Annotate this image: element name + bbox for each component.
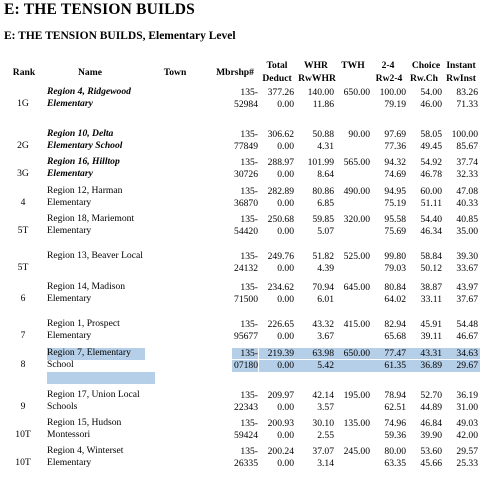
score-deduct: 0.00 — [277, 402, 294, 413]
header-town: Town — [163, 67, 187, 78]
score-total: 226.65 — [267, 319, 294, 330]
score-rw24: 75.19 — [384, 198, 406, 209]
score-rw24: 77.36 — [384, 141, 406, 152]
score-rwch: 50.12 — [420, 263, 442, 274]
header-rwwhr: RwWHR — [298, 73, 336, 84]
score-rwch: 44.89 — [420, 402, 442, 413]
score-total: 234.62 — [267, 282, 294, 293]
score-deduct: 0.00 — [277, 141, 294, 152]
score-r24: 95.58 — [384, 214, 406, 225]
score-choice: 54.92 — [420, 157, 442, 168]
school-name: Region 15, Hudson Montessori — [47, 417, 122, 440]
membership-number: 77849 — [234, 141, 258, 152]
score-rw24: 59.36 — [384, 430, 406, 441]
score-rwwhr: 2.55 — [317, 430, 334, 441]
header-whr: WHR — [304, 60, 328, 71]
school-name: Region 10, Delta Elementary School — [47, 128, 123, 151]
score-instant: 100.00 — [451, 129, 478, 140]
score-instant: 40.85 — [456, 214, 478, 225]
score-whr: 42.14 — [312, 390, 334, 401]
membership-number: 07180 — [234, 360, 258, 371]
score-r24: 97.69 — [384, 129, 406, 140]
score-rw24: 63.35 — [384, 458, 406, 469]
membership-prefix: 135- — [240, 157, 258, 168]
score-rwwhr: 8.64 — [317, 169, 334, 180]
score-whr: 50.88 — [312, 129, 334, 140]
score-whr: 80.86 — [312, 186, 334, 197]
score-rw24: 65.68 — [384, 331, 406, 342]
score-deduct: 0.00 — [277, 458, 294, 469]
rank-cell: 10T — [15, 457, 31, 468]
score-rwwhr: 3.67 — [317, 331, 334, 342]
membership-number: 26335 — [234, 458, 258, 469]
membership-number: 24132 — [234, 263, 258, 274]
membership-prefix: 135- — [240, 87, 258, 98]
score-whr: 101.99 — [307, 157, 334, 168]
membership-number: 95677 — [234, 331, 258, 342]
table-caption: E: THE TENSION BUILDS, Elementary Level — [4, 30, 236, 42]
score-deduct: 0.00 — [277, 360, 294, 371]
score-choice: 38.87 — [420, 282, 442, 293]
score-choice: 53.60 — [420, 446, 442, 457]
membership-number: 52984 — [234, 99, 258, 110]
score-rwwhr: 3.57 — [317, 402, 334, 413]
score-twh: 320.00 — [343, 214, 370, 225]
header-total: Total — [266, 60, 288, 71]
score-twh: 645.00 — [343, 282, 370, 293]
selection-highlight — [47, 372, 155, 384]
membership-number: 59424 — [234, 430, 258, 441]
score-r24: 99.80 — [384, 251, 406, 262]
membership-number: 71500 — [234, 294, 258, 305]
school-name: Region 1, Prospect Elementary — [47, 318, 120, 341]
score-r24: 80.84 — [384, 282, 406, 293]
score-total: 249.76 — [267, 251, 294, 262]
score-rw24: 75.69 — [384, 226, 406, 237]
score-twh: 490.00 — [343, 186, 370, 197]
score-rwinst: 33.67 — [456, 263, 478, 274]
score-rwwhr: 3.14 — [317, 458, 334, 469]
rank-cell: 6 — [20, 293, 26, 304]
score-rwinst: 32.33 — [456, 169, 478, 180]
score-rwwhr: 6.85 — [317, 198, 334, 209]
score-rwch: 39.11 — [420, 331, 442, 342]
header-rw2-4: Rw2-4 — [375, 73, 403, 84]
score-rwinst: 29.67 — [456, 360, 478, 371]
score-rwinst: 35.00 — [456, 226, 478, 237]
score-whr: 59.85 — [312, 214, 334, 225]
score-total: 306.62 — [267, 129, 294, 140]
school-name: Region 7, Elementary School — [47, 347, 131, 370]
score-instant: 37.74 — [456, 157, 478, 168]
score-rw24: 79.03 — [384, 263, 406, 274]
header-rwinst: RwInst — [446, 73, 476, 84]
school-name: Region 4, Winterset Elementary — [47, 445, 124, 468]
score-deduct: 0.00 — [277, 263, 294, 274]
header-mbrshp: Mbrshp# — [216, 67, 254, 78]
rank-cell: 7 — [20, 330, 26, 341]
header-deduct: Deduct — [262, 73, 292, 84]
score-choice: 54.00 — [420, 87, 442, 98]
score-rwch: 36.89 — [420, 360, 442, 371]
score-instant: 29.57 — [456, 446, 478, 457]
school-name: Region 4, Ridgewood Elementary — [47, 86, 131, 109]
score-twh: 650.00 — [343, 87, 370, 98]
header-rank: Rank — [12, 67, 36, 78]
rank-cell: 9 — [20, 401, 26, 412]
score-choice: 58.84 — [420, 251, 442, 262]
score-r24: 100.00 — [379, 87, 406, 98]
score-rwinst: 25.33 — [456, 458, 478, 469]
score-rwinst: 37.67 — [456, 294, 478, 305]
rank-cell: 4 — [20, 197, 26, 208]
score-choice: 46.84 — [420, 418, 442, 429]
score-total: 200.93 — [267, 418, 294, 429]
score-twh: 565.00 — [343, 157, 370, 168]
membership-prefix: 135- — [240, 390, 258, 401]
school-name: Region 16, Hilltop Elementary — [47, 156, 120, 179]
score-rwwhr: 5.07 — [317, 226, 334, 237]
score-twh: 650.00 — [343, 348, 370, 359]
score-instant: 43.97 — [456, 282, 478, 293]
membership-prefix: 135- — [240, 186, 258, 197]
score-instant: 34.63 — [456, 348, 478, 359]
score-choice: 45.91 — [420, 319, 442, 330]
score-twh: 525.00 — [343, 251, 370, 262]
rank-cell: 5T — [17, 262, 29, 273]
score-r24: 82.94 — [384, 319, 406, 330]
rank-cell: 5T — [17, 225, 29, 236]
score-rwwhr: 5.42 — [317, 360, 334, 371]
score-twh: 135.00 — [343, 418, 370, 429]
score-choice: 60.00 — [420, 186, 442, 197]
score-r24: 94.32 — [384, 157, 406, 168]
score-total: 288.97 — [267, 157, 294, 168]
rank-cell: 3G — [17, 168, 29, 179]
score-deduct: 0.00 — [277, 169, 294, 180]
school-name: Region 12, Harman Elementary — [47, 185, 123, 208]
membership-prefix: 135- — [240, 251, 258, 262]
score-total: 377.26 — [267, 87, 294, 98]
score-deduct: 0.00 — [277, 331, 294, 342]
score-rw24: 64.02 — [384, 294, 406, 305]
score-rwinst: 40.33 — [456, 198, 478, 209]
score-rwinst: 42.00 — [456, 430, 478, 441]
school-name: Region 13, Beaver Local — [47, 250, 143, 261]
score-rwwhr: 11.86 — [312, 99, 334, 110]
score-instant: 83.26 — [456, 87, 478, 98]
membership-prefix: 135- — [240, 319, 258, 330]
school-name: Region 18, Mariemont Elementary — [47, 213, 135, 236]
score-deduct: 0.00 — [277, 226, 294, 237]
header-choice: Choice — [411, 60, 441, 71]
score-whr: 51.82 — [312, 251, 334, 262]
score-r24: 78.94 — [384, 390, 406, 401]
membership-prefix: 135- — [240, 348, 258, 359]
score-whr: 63.98 — [312, 348, 334, 359]
score-twh: 195.00 — [343, 390, 370, 401]
score-choice: 52.70 — [420, 390, 442, 401]
score-whr: 43.32 — [312, 319, 334, 330]
score-rwch: 46.00 — [420, 99, 442, 110]
score-rw24: 79.19 — [384, 99, 406, 110]
membership-prefix: 135- — [240, 418, 258, 429]
score-instant: 47.08 — [456, 186, 478, 197]
score-instant: 54.48 — [456, 319, 478, 330]
header-rwch: Rw.Ch — [410, 73, 438, 84]
header-instant: Instant — [446, 60, 476, 71]
header-name: Name — [78, 67, 102, 78]
score-choice: 58.05 — [420, 129, 442, 140]
score-r24: 80.00 — [384, 446, 406, 457]
score-rwch: 33.11 — [420, 294, 442, 305]
score-rwch: 46.78 — [420, 169, 442, 180]
score-r24: 77.47 — [384, 348, 406, 359]
score-rwwhr: 4.39 — [317, 263, 334, 274]
score-choice: 43.31 — [420, 348, 442, 359]
score-choice: 54.40 — [420, 214, 442, 225]
rank-cell: 1G — [17, 98, 29, 109]
score-r24: 94.95 — [384, 186, 406, 197]
score-total: 209.97 — [267, 390, 294, 401]
score-rwch: 51.11 — [420, 198, 442, 209]
score-total: 219.39 — [267, 348, 294, 359]
score-rwwhr: 4.31 — [317, 141, 334, 152]
score-deduct: 0.00 — [277, 99, 294, 110]
score-deduct: 0.00 — [277, 198, 294, 209]
score-rwinst: 71.33 — [456, 99, 478, 110]
membership-prefix: 135- — [240, 214, 258, 225]
score-whr: 37.07 — [312, 446, 334, 457]
score-r24: 74.96 — [384, 418, 406, 429]
membership-prefix: 135- — [240, 446, 258, 457]
score-instant: 39.30 — [456, 251, 478, 262]
score-rwch: 46.34 — [420, 226, 442, 237]
score-rwinst: 31.00 — [456, 402, 478, 413]
score-rwinst: 46.67 — [456, 331, 478, 342]
rank-cell: 10T — [15, 429, 31, 440]
score-rw24: 62.51 — [384, 402, 406, 413]
score-twh: 415.00 — [343, 319, 370, 330]
score-whr: 70.94 — [312, 282, 334, 293]
header-twh: TWH — [341, 60, 365, 71]
score-twh: 245.00 — [343, 446, 370, 457]
membership-number: 36870 — [234, 198, 258, 209]
membership-number: 30726 — [234, 169, 258, 180]
membership-number: 54420 — [234, 226, 258, 237]
score-twh: 90.00 — [348, 129, 370, 140]
score-whr: 140.00 — [307, 87, 334, 98]
membership-prefix: 135- — [240, 282, 258, 293]
school-name: Region 17, Union Local Schools — [47, 389, 140, 412]
school-name: Region 14, Madison Elementary — [47, 281, 126, 304]
score-rwch: 39.90 — [420, 430, 442, 441]
membership-prefix: 135- — [240, 129, 258, 140]
score-total: 250.68 — [267, 214, 294, 225]
score-rwch: 45.66 — [420, 458, 442, 469]
score-total: 282.89 — [267, 186, 294, 197]
score-rw24: 74.69 — [384, 169, 406, 180]
page-title: E: THE TENSION BUILDS — [4, 1, 195, 18]
score-rw24: 61.35 — [384, 360, 406, 371]
score-rwwhr: 6.01 — [317, 294, 334, 305]
rank-cell: 8 — [20, 359, 26, 370]
score-rwch: 49.45 — [420, 141, 442, 152]
header-2-4: 2-4 — [381, 60, 395, 71]
score-deduct: 0.00 — [277, 294, 294, 305]
membership-number: 22343 — [234, 402, 258, 413]
score-total: 200.24 — [267, 446, 294, 457]
score-rwinst: 85.67 — [456, 141, 478, 152]
score-deduct: 0.00 — [277, 430, 294, 441]
rank-cell: 2G — [17, 140, 29, 151]
score-instant: 36.19 — [456, 390, 478, 401]
score-whr: 30.10 — [312, 418, 334, 429]
score-instant: 49.03 — [456, 418, 478, 429]
